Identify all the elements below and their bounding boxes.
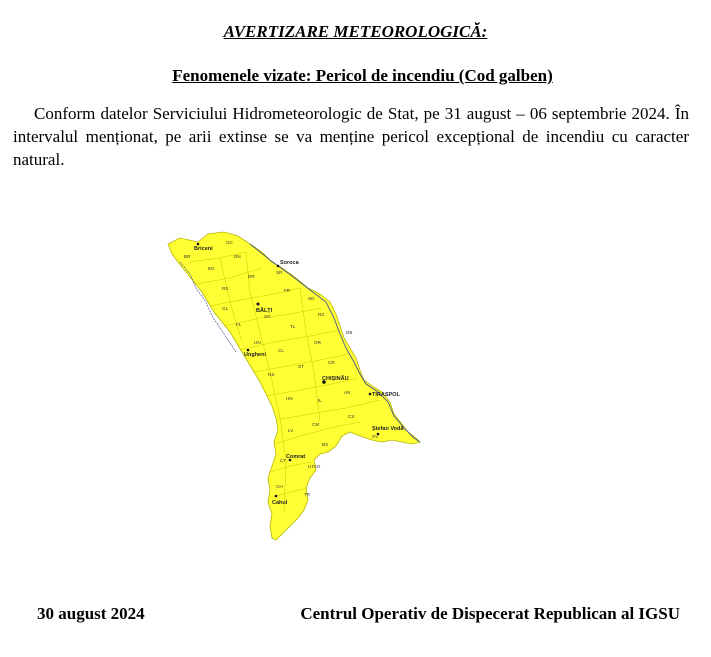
city-label: CHIȘINĂU [322, 376, 349, 382]
district-label: DB [346, 330, 353, 335]
issue-date: 30 august 2024 [37, 604, 145, 623]
city-label: Ungheni [244, 352, 266, 358]
district-label: SD [308, 296, 315, 301]
district-label: BR [184, 254, 191, 259]
issuing-organization: Centrul Operativ de Dispecerat Republican al IGSU [300, 604, 680, 623]
district-label: UTAG [308, 464, 321, 469]
city-label: Comrat [286, 454, 306, 460]
district-label: TR [304, 492, 311, 497]
city-label: BĂLȚI [256, 308, 273, 314]
district-label: FL [236, 322, 242, 327]
district-label: SG [264, 314, 271, 319]
city-label: Cahul [272, 500, 288, 506]
district-label: GL [222, 306, 229, 311]
district-label: SV [372, 434, 379, 439]
district-label: SR [276, 270, 283, 275]
city-label: Briceni [194, 246, 213, 252]
moldova-map-svg [150, 222, 430, 552]
moldova-map [150, 222, 430, 552]
district-label: TL [290, 324, 296, 329]
district-label: RZ [318, 312, 325, 317]
district-label: ED [208, 266, 215, 271]
district-label: UN [254, 340, 261, 345]
district-label: RS [222, 286, 229, 291]
city-label: Soroca [280, 260, 299, 266]
district-label: NS [268, 372, 275, 377]
district-label: CR [328, 360, 335, 365]
district-label: IL [318, 398, 322, 403]
district-label: ST [298, 364, 304, 369]
moldova-territory [168, 232, 420, 540]
district-label: HN [286, 396, 293, 401]
district-label: DN [234, 254, 241, 259]
city-label: TIRASPOL [372, 392, 400, 398]
district-label: DR [248, 274, 255, 279]
district-label: FR [284, 288, 291, 293]
district-label: CM [312, 422, 320, 427]
district-label: CT [280, 458, 287, 463]
city-label: Ștefan Vodă [372, 426, 404, 432]
district-label: AN [344, 390, 351, 395]
warning-paragraph: Conform datelor Serviciului Hidrometeorologic de Stat, pe 31 august – 06 septembrie 2024. În intervalul menționat, pe arii extinse se va menține pericol excepțional de incendiu cu caracter natural. [13, 104, 689, 169]
district-label: CH [276, 484, 283, 489]
district-label: CS [348, 414, 355, 419]
phenomenon-subtitle: Fenomenele vizate: Pericol de incendiu (Cod galben) [172, 66, 553, 85]
district-label: LV [288, 428, 294, 433]
district-label: OC [226, 240, 233, 245]
warning-title: AVERTIZARE METEOROLOGICĂ: [223, 22, 488, 41]
district-label: BS [322, 442, 329, 447]
district-label: CL [278, 348, 284, 353]
district-label: OR [314, 340, 321, 345]
